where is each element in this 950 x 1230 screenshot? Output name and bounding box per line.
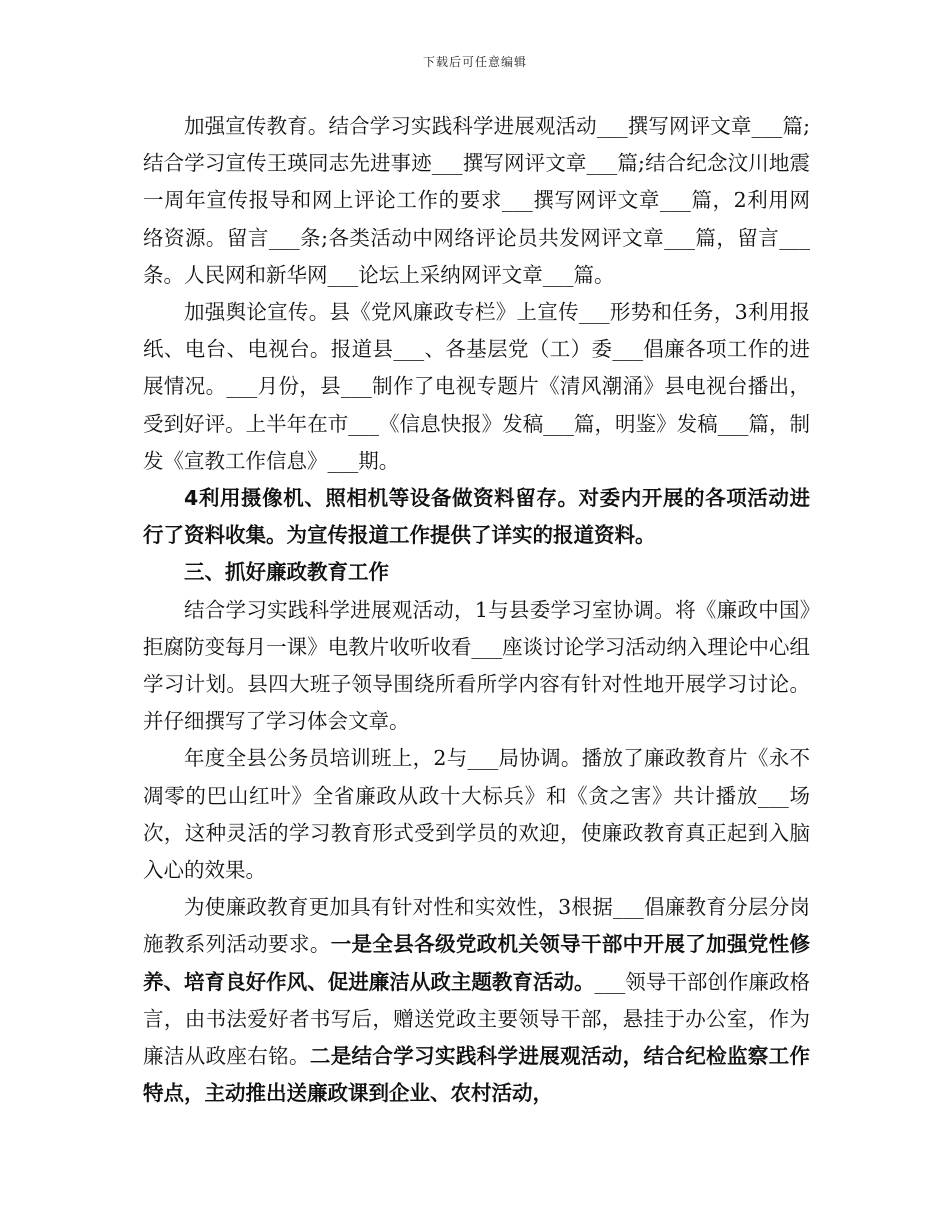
paragraph-targeted-education bbox=[143, 889, 810, 1112]
text-run-point-one: 一是全县各级党政机关领导干部中开展了加强党性修养、培育良好作风、促进廉洁从政主题教育活动。 bbox=[143, 932, 811, 994]
paragraph-study-practice: 结合学习实践科学进展观活动，1与县委学习室协调。将《廉政中国》拒腐防变每月一课》电教片收听收看___座谈讨论学习活动纳入理论中心组学习计划。县四大班子领导围绕所看所学内容有针对性地开展学习讨论。并仔细撰写了学习体会文章。 bbox=[143, 597, 810, 734]
paragraph-civil-servant-training: 年度全县公务员培训班上，2与___局协调。播放了廉政教育片《永不凋零的巴山红叶》全省廉政从政十大标兵》和《贪之害》共计播放___场次，这种灵活的学习教育形式受到学员的欢迎，使廉政教育真正起到入脑入心的效果。 bbox=[143, 746, 810, 883]
section-heading-3: 三、抓好廉政教育工作 bbox=[184, 560, 389, 585]
paragraph-public-opinion: 加强舆论宣传。县《党风廉政专栏》上宣传___形势和任务，3利用报纸、电台、电视台。报道县___、各基层党（工）委___倡廉各项工作的进展情况。___月份，县___制作了电视专题片《清风潮涌》县电视台播出，受到好评。上半年在市___《信息快报》发稿___篇，明鉴》发稿___篇，制发《宣教工作信息》___期。 bbox=[143, 300, 810, 473]
paragraph-publicity-education: 加强宣传教育。结合学习实践科学进展观活动___撰写网评文章___篇;结合学习宣传王瑛同志先进事迹___撰写网评文章___篇;结合纪念汶川地震一周年宣传报导和网上评论工作的要求___撰写网评文章___篇，2利用网络资源。留言___条;各类活动中网络评论员共发网评文章___篇，留言___条。人民网和新华网___论坛上采纳网评文章___篇。 bbox=[143, 114, 810, 287]
paragraph-material-archive: 4利用摄像机、照相机等设备做资料留存。对委内开展的各项活动进行了资料收集。为宣传报道工作提供了详实的报道资料。 bbox=[143, 486, 810, 548]
text-run-intro: 为使廉政教育更加具有针对性和实效性，3根据___倡廉教育分层分岗施教系列活动要求。 bbox=[143, 895, 810, 957]
document-body bbox=[143, 108, 810, 1112]
text-run-mottos: ___领导干部创作廉政格言，由书法爱好者书写后，赠送党政主要领导干部，悬挂于办公室，作为廉洁从政座右铭。 bbox=[143, 969, 810, 1069]
text-run-point-two: 二是结合学习实践科学进展观活动，结合纪检监察工作特点，主动推出送廉政课到企业、农村活动， bbox=[143, 1044, 811, 1106]
page-header: 下载后可任意编辑 bbox=[422, 55, 527, 69]
